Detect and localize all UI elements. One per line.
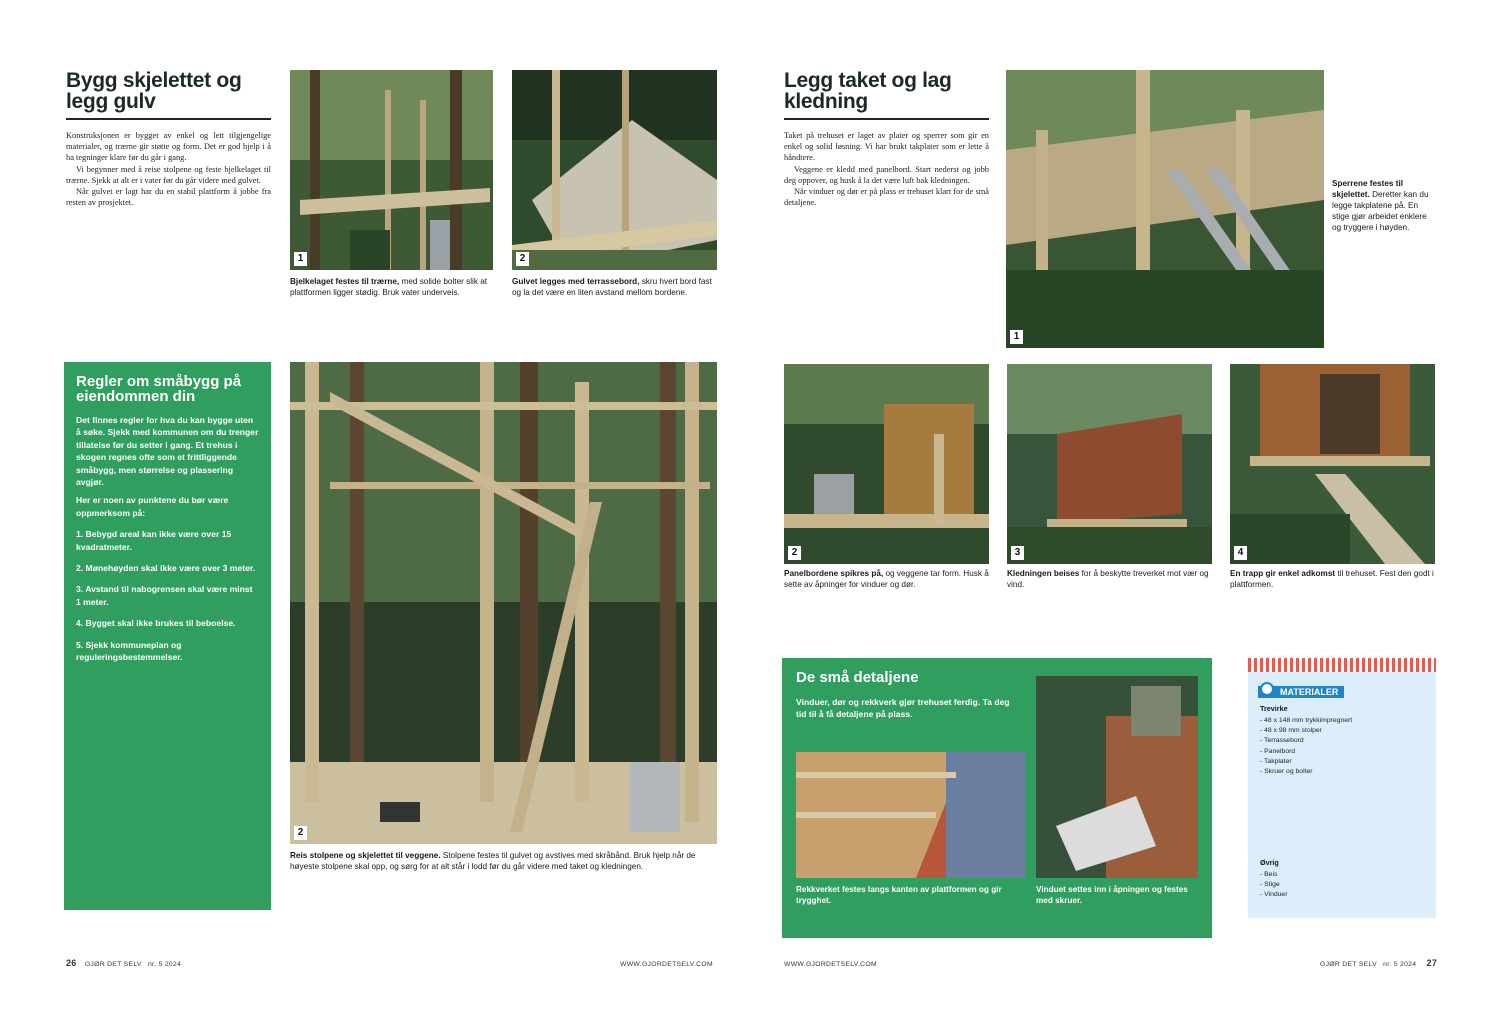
caption-text: for å beskytte treverket mot vær og vind. bbox=[1007, 569, 1209, 589]
caption-bold: En trapp gir enkel adkomst bbox=[1230, 569, 1336, 578]
photo-wall-panels bbox=[784, 364, 989, 564]
materials-stripe bbox=[1248, 658, 1436, 672]
list-item: - 48 x 98 mm stolper bbox=[1260, 727, 1322, 735]
caption-bold: Kledningen beises bbox=[1007, 569, 1080, 578]
left-heading: Bygg skjelettet og legg gulv bbox=[66, 69, 242, 113]
right-footer-url: WWW.GJORDETSELV.COM bbox=[784, 961, 877, 968]
photo-frame-posts bbox=[290, 362, 717, 844]
materials-list-2 bbox=[1260, 870, 1428, 901]
photo-railing-detail bbox=[796, 752, 1026, 878]
regulations-title: Regler om småbygg på eiendommen din bbox=[76, 373, 242, 405]
photo-finished-house bbox=[1230, 364, 1435, 564]
details-caption-2: Vinduet settes inn i åpningen og festes med skruer. bbox=[1036, 885, 1188, 905]
list-item: - Skruer og bolter bbox=[1260, 768, 1313, 776]
list-item: - Terrassebord bbox=[1260, 737, 1304, 745]
right-body-p1: Taket på trehuset er laget av plater og sperrer som gir en enkel og solid løsning. Vi har brukt takplater som er lette å håndtere. bbox=[784, 131, 989, 163]
details-intro: Vinduer, dør og rekkverk gjør trehuset ferdig. Ta deg tid til å få detaljene på plass. bbox=[796, 697, 1010, 720]
caption-bold: Panelbordene spikres på, bbox=[784, 569, 884, 578]
right-heading: Legg taket og lag kledning bbox=[784, 69, 952, 113]
photo-skeleton-platform bbox=[290, 70, 493, 270]
left-body-text bbox=[66, 130, 271, 208]
list-item: 1. Bebygd areal kan ikke være over 15 kvadratmeter. bbox=[76, 529, 232, 552]
caption-text: til trehuset. Fest den godt i plattformen. bbox=[1230, 569, 1434, 589]
caption-big-photo bbox=[290, 850, 717, 872]
regulations-intro-2: Her er noen av punktene du bør være oppmerksom på: bbox=[76, 495, 229, 518]
list-item: - 48 x 148 mm trykkimpregnert bbox=[1260, 717, 1353, 724]
magazine-issue: nr. 5 2024 bbox=[1383, 961, 1417, 968]
caption-text: og veggene tar form. Husk å sette av åpninger for vinduer og dør. bbox=[784, 569, 989, 589]
left-body-p1: Konstruksjonen er bygget av enkel og lett tilgjengelige materialer, og trærne gir støtte og form. Det er god hjelp i å ha tegninger klare før du går i gang. bbox=[66, 131, 271, 163]
magazine-issue: nr. 5 2024 bbox=[147, 961, 182, 968]
caption-bold: Reis stolpene og skjelettet til veggene. bbox=[290, 851, 441, 860]
right-body-p3: Når vinduer og dør er på plass er trehuset klart for de små detaljene. bbox=[784, 187, 989, 208]
page-number: 26 bbox=[66, 958, 77, 968]
magazine-name: GJØR DET SELV bbox=[84, 961, 142, 968]
regulations-list bbox=[76, 528, 259, 663]
hammer-icon bbox=[1260, 682, 1274, 696]
materials-title: MATERIALER bbox=[1258, 686, 1344, 698]
right-body-p2: Veggene er kledd med panelbord. Start nederst og jobb deg oppover, og husk å la det være luft bak kledningen. bbox=[784, 164, 989, 185]
photo-number: 2 bbox=[294, 826, 307, 840]
left-footer bbox=[66, 958, 181, 968]
list-item: - Stige bbox=[1260, 881, 1280, 889]
list-item: 2. Mønehøyden skal ikke være over 3 meter. bbox=[76, 563, 256, 574]
left-footer-url: WWW.GJORDETSELV.COM bbox=[620, 961, 713, 968]
caption-text: Stolpene festes til gulvet og avstives med skråbånd. Bruk hjelp når de høyeste stolpene skal opp, og sørg for at alt står i lodd før du går videre med taket og kledningen. bbox=[290, 851, 696, 871]
caption-text: skru hvert bord fast og la det være en liten avstand mellom bordene. bbox=[512, 277, 712, 297]
list-item: 4. Bygget skal ikke brukes til beboelse. bbox=[76, 618, 236, 629]
left-body-p2: Vi begynner med å reise stolpene og feste bjelkelaget til trærne. Sjekk at alt er i vater før du går videre med gulvet. bbox=[66, 164, 271, 185]
caption-photo-2 bbox=[512, 276, 717, 298]
right-footer bbox=[1320, 958, 1437, 968]
materials-sub-1: Trevirke bbox=[1260, 704, 1288, 713]
photo-number: 2 bbox=[788, 546, 801, 560]
list-item: - Takplater bbox=[1260, 757, 1292, 765]
materials-sub-2: Øvrig bbox=[1260, 858, 1279, 867]
photo-floor-deck bbox=[512, 70, 717, 270]
list-item: - Beis bbox=[1260, 871, 1278, 878]
details-caption-1: Rekkverket festes langs kanten av plattformen og gir trygghet. bbox=[796, 885, 1002, 905]
left-body-p3: Når gulvet er lagt har du en stabil plattform å jobbe fra resten av prosjektet. bbox=[66, 187, 271, 208]
photo-stained-wall bbox=[1007, 364, 1212, 564]
caption-roof-photo bbox=[1332, 178, 1436, 233]
photo-roof-rafters bbox=[1006, 70, 1324, 348]
left-heading-rule bbox=[66, 118, 271, 120]
regulations-box bbox=[64, 362, 271, 910]
list-item: 5. Sjekk kommuneplan og reguleringsbestemmelser. bbox=[76, 639, 183, 663]
page-number: 27 bbox=[1426, 958, 1438, 968]
caption-photo-stairs bbox=[1230, 568, 1435, 590]
materials-box bbox=[1248, 658, 1436, 918]
caption-photo-1 bbox=[290, 276, 493, 298]
caption-text: med solide bolter slik at plattformen ligger stødig. Bruk vater underveis. bbox=[290, 277, 488, 297]
caption-bold: Bjelkelaget festes til trærne, bbox=[290, 277, 400, 286]
photo-number: 1 bbox=[1010, 330, 1023, 344]
caption-bold: Gulvet legges med terrassebord, bbox=[512, 277, 640, 286]
list-item: - Panelbord bbox=[1260, 747, 1296, 755]
caption-photo-stain bbox=[1007, 568, 1212, 590]
materials-list-1 bbox=[1260, 716, 1428, 777]
caption-text: Deretter kan du legge takplatene på. En stige gjør arbeidet enklere og tryggere i høyden. bbox=[1332, 190, 1429, 232]
right-page bbox=[750, 0, 1500, 1011]
photo-number: 3 bbox=[1011, 546, 1024, 560]
right-body-text bbox=[784, 130, 989, 208]
photo-number: 1 bbox=[294, 252, 307, 266]
right-heading-rule bbox=[784, 118, 989, 120]
photo-number: 4 bbox=[1234, 546, 1247, 560]
photo-number: 2 bbox=[516, 252, 529, 266]
list-item: 3. Avstand til nabogrensen skal være minst 1 meter. bbox=[76, 584, 253, 607]
caption-bold: Sperrene festes til skjelettet. bbox=[1332, 179, 1403, 199]
magazine-name: GJØR DET SELV bbox=[1320, 961, 1377, 968]
photo-window-detail bbox=[1036, 676, 1198, 878]
caption-photo-panels bbox=[784, 568, 989, 590]
details-box bbox=[782, 658, 1212, 938]
details-title: De små detaljene bbox=[796, 669, 919, 686]
regulations-intro: Det finnes regler for hva du kan bygge uten å søke. Sjekk med kommunen om du trenger tillatelse før du setter i gang. Et trehus i skogen regnes ofte som et frittliggende småbygg, men størrelse og plassering avgjør. bbox=[76, 415, 259, 488]
list-item: - Vinduer bbox=[1260, 891, 1288, 899]
